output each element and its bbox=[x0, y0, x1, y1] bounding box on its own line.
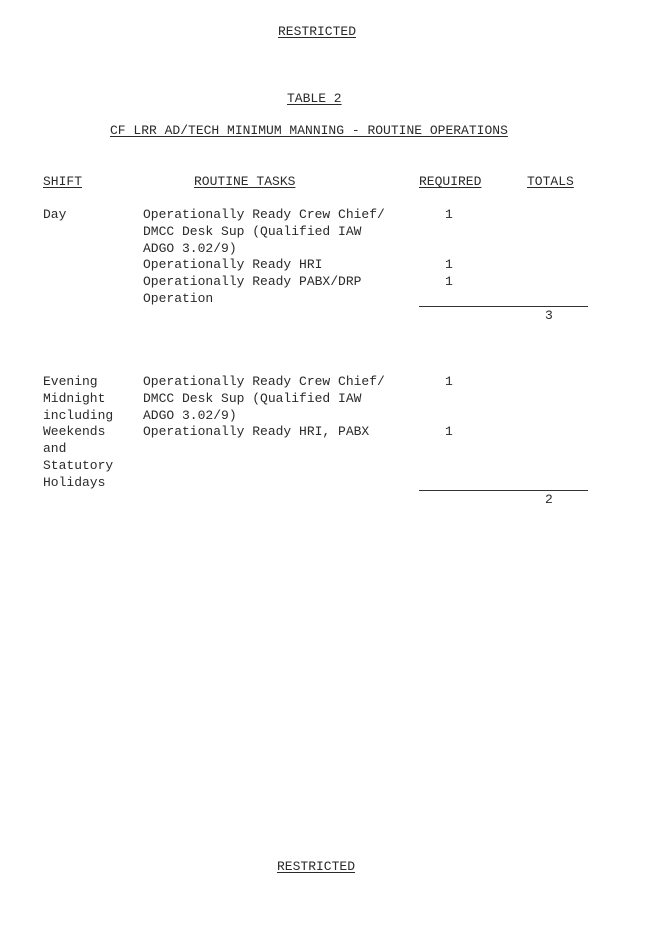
task-line: Operationally Ready HRI bbox=[143, 257, 323, 273]
column-header-totals: TOTALS bbox=[527, 174, 574, 189]
task-line: Operation bbox=[143, 290, 214, 306]
task-line: ADGO 3.02/9) bbox=[143, 240, 237, 256]
table-number: TABLE 2 bbox=[287, 91, 342, 106]
total-value: 3 bbox=[545, 308, 553, 323]
shift-line: Weekends bbox=[43, 424, 106, 440]
shift-line: Evening bbox=[43, 374, 98, 389]
required-value: 1 bbox=[445, 424, 453, 439]
shift-day bbox=[43, 207, 66, 224]
total-value: 2 bbox=[545, 492, 553, 507]
header-classification: RESTRICTED bbox=[278, 24, 357, 39]
shift-line: Statutory bbox=[43, 457, 114, 473]
task-group-evening bbox=[143, 374, 385, 441]
shift-line: including bbox=[43, 407, 114, 423]
task-line: Operationally Ready Crew Chief/ bbox=[143, 374, 385, 389]
required-value: 1 bbox=[445, 274, 453, 289]
task-line: DMCC Desk Sup (Qualified IAW bbox=[143, 390, 362, 406]
task-line: Operationally Ready PABX/DRP bbox=[143, 274, 362, 290]
required-value: 1 bbox=[445, 207, 453, 222]
shift-line: and bbox=[43, 441, 67, 457]
shift-line: Day bbox=[43, 207, 67, 222]
task-group-day bbox=[143, 207, 385, 308]
total-rule bbox=[419, 306, 588, 307]
column-header-tasks: ROUTINE TASKS bbox=[194, 174, 296, 189]
table-title: CF LRR AD/TECH MINIMUM MANNING - ROUTINE OPERATIONS bbox=[110, 123, 508, 138]
required-value: 1 bbox=[445, 257, 453, 272]
column-header-required: REQUIRED bbox=[419, 174, 482, 189]
task-line: ADGO 3.02/9) bbox=[143, 407, 237, 423]
shift-line: Holidays bbox=[43, 474, 106, 490]
required-value: 1 bbox=[445, 374, 453, 389]
total-rule bbox=[419, 490, 588, 491]
column-header-shift: SHIFT bbox=[43, 174, 83, 189]
task-line: Operationally Ready Crew Chief/ bbox=[143, 207, 385, 222]
shift-evening bbox=[43, 374, 113, 492]
footer-classification: RESTRICTED bbox=[277, 859, 356, 874]
shift-line: Midnight bbox=[43, 390, 106, 406]
task-line: Operationally Ready HRI, PABX bbox=[143, 424, 370, 440]
task-line: DMCC Desk Sup (Qualified IAW bbox=[143, 223, 362, 239]
